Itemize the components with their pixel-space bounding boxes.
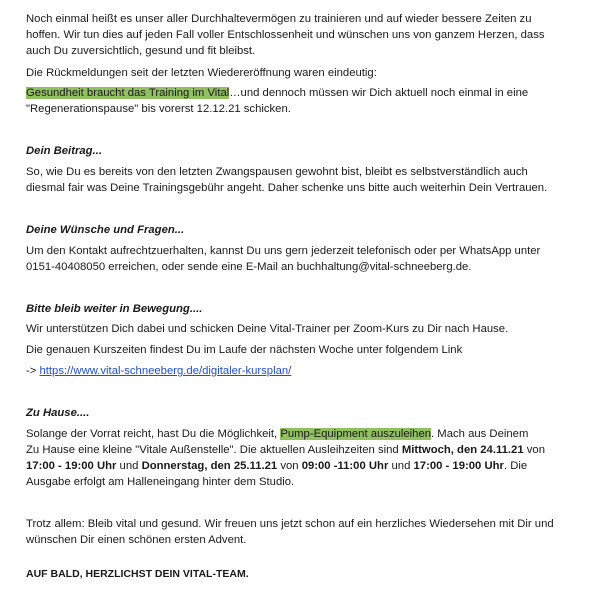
time-mittwoch: 17:00 - 19:00 Uhr <box>26 460 117 472</box>
regeneration-line-1 <box>26 85 528 101</box>
highlight-pump-equipment: Pump-Equipment auszuleihen <box>280 428 432 440</box>
intro-line-3: auch Du zuversichtlich, gesund und fit bleibst. <box>26 45 256 57</box>
conj-2: von <box>277 460 302 472</box>
highlight-gesundheit: Gesundheit braucht das Training im Vital <box>26 87 230 99</box>
zuhause-line-1 <box>26 426 528 442</box>
zuhause-line-3 <box>26 458 527 474</box>
heading-zu-hause: Zu Hause.... <box>26 407 90 419</box>
time-donnerstag-2: 17:00 - 19:00 Uhr <box>413 460 504 472</box>
date-donnerstag: Donnerstag, den 25.11.21 <box>141 460 278 472</box>
bewegung-line-1: Wir unterstützen Dich dabei und schicken Deine Vital-Trainer per Zoom-Kurs zu Dir nach Hause. <box>26 323 509 335</box>
beitrag-line-2: diesmal fair was Deine Trainingsgebühr angeht. Daher schenke uns bitte auch weiterhin Dein Vertrauen. <box>26 182 548 194</box>
conj-4: . Die <box>503 460 528 472</box>
closing-line-2: wünschen Dir einen schönen ersten Advent. <box>26 534 247 546</box>
zuhause-text-a: Solange der Vorrat reicht, hast Du die Möglichkeit, <box>26 428 281 440</box>
time-donnerstag-1: 09:00 -11:00 Uhr <box>301 460 389 472</box>
regeneration-text: …und dennoch müssen wir Dich aktuell noch einmal in eine <box>229 87 529 99</box>
regeneration-line-2: "Regenerationspause" bis vorerst 12.12.21 schicken. <box>26 103 291 115</box>
zuhause-line-2 <box>26 442 545 458</box>
kursplan-link-line <box>26 363 291 379</box>
conj-3: und <box>388 460 414 472</box>
heading-bewegung: Bitte bleib weiter in Bewegung.... <box>26 303 203 315</box>
arrow-prefix: -> <box>26 365 40 377</box>
intro-line-1: Noch einmal heißt es unser aller Durchhaltevermögen zu trainieren und auf wieder bessere Zeiten zu <box>26 13 532 25</box>
bewegung-line-2: Die genauen Kurszeiten findest Du im Laufe der nächsten Woche unter folgendem Link <box>26 344 463 356</box>
beitrag-line-1: So, wie Du es bereits von den letzten Zwangspausen gewohnt bist, bleibt es selbstverständlich auch <box>26 166 528 178</box>
zuhause-text-c: Zu Hause eine kleine "Vitale Außenstelle". Die aktuellen Ausleihzeiten sind <box>26 444 402 456</box>
feedback-line: Die Rückmeldungen seit der letzten Wiedereröffnung waren eindeutig: <box>26 67 377 79</box>
signoff: AUF BALD, HERZLICHST DEIN VITAL-TEAM. <box>26 568 249 580</box>
heading-dein-beitrag: Dein Beitrag... <box>26 145 102 157</box>
zuhause-text-d: von <box>523 444 545 456</box>
closing-line-1: Trotz allem: Bleib vital und gesund. Wir freuen uns jetzt schon auf ein herzliches Wiedersehen mit Dir und <box>26 518 554 530</box>
kursplan-link[interactable]: https://www.vital-schneeberg.de/digitaler-kursplan/ <box>39 365 292 377</box>
zuhause-line-4: Ausgabe erfolgt am Halleneingang hinter dem Studio. <box>26 476 295 488</box>
wuensche-line-2: 0151-40408050 erreichen, oder sende eine E-Mail an buchhaltung@vital-schneeberg.de. <box>26 261 472 273</box>
intro-line-2: hoffen. Wir tun dies auf jeden Fall voller Entschlossenheit und wünschen uns von ganzem Herzen, dass <box>26 29 545 41</box>
conj-1: und <box>116 460 142 472</box>
heading-wuensche-fragen: Deine Wünsche und Fragen... <box>26 224 185 236</box>
wuensche-line-1: Um den Kontakt aufrechtzuerhalten, kannst Du uns gern jederzeit telefonisch oder per WhatsApp unter <box>26 245 541 257</box>
zuhause-text-b: . Mach aus Deinem <box>431 428 529 440</box>
date-mittwoch: Mittwoch, den 24.11.21 <box>401 444 524 456</box>
